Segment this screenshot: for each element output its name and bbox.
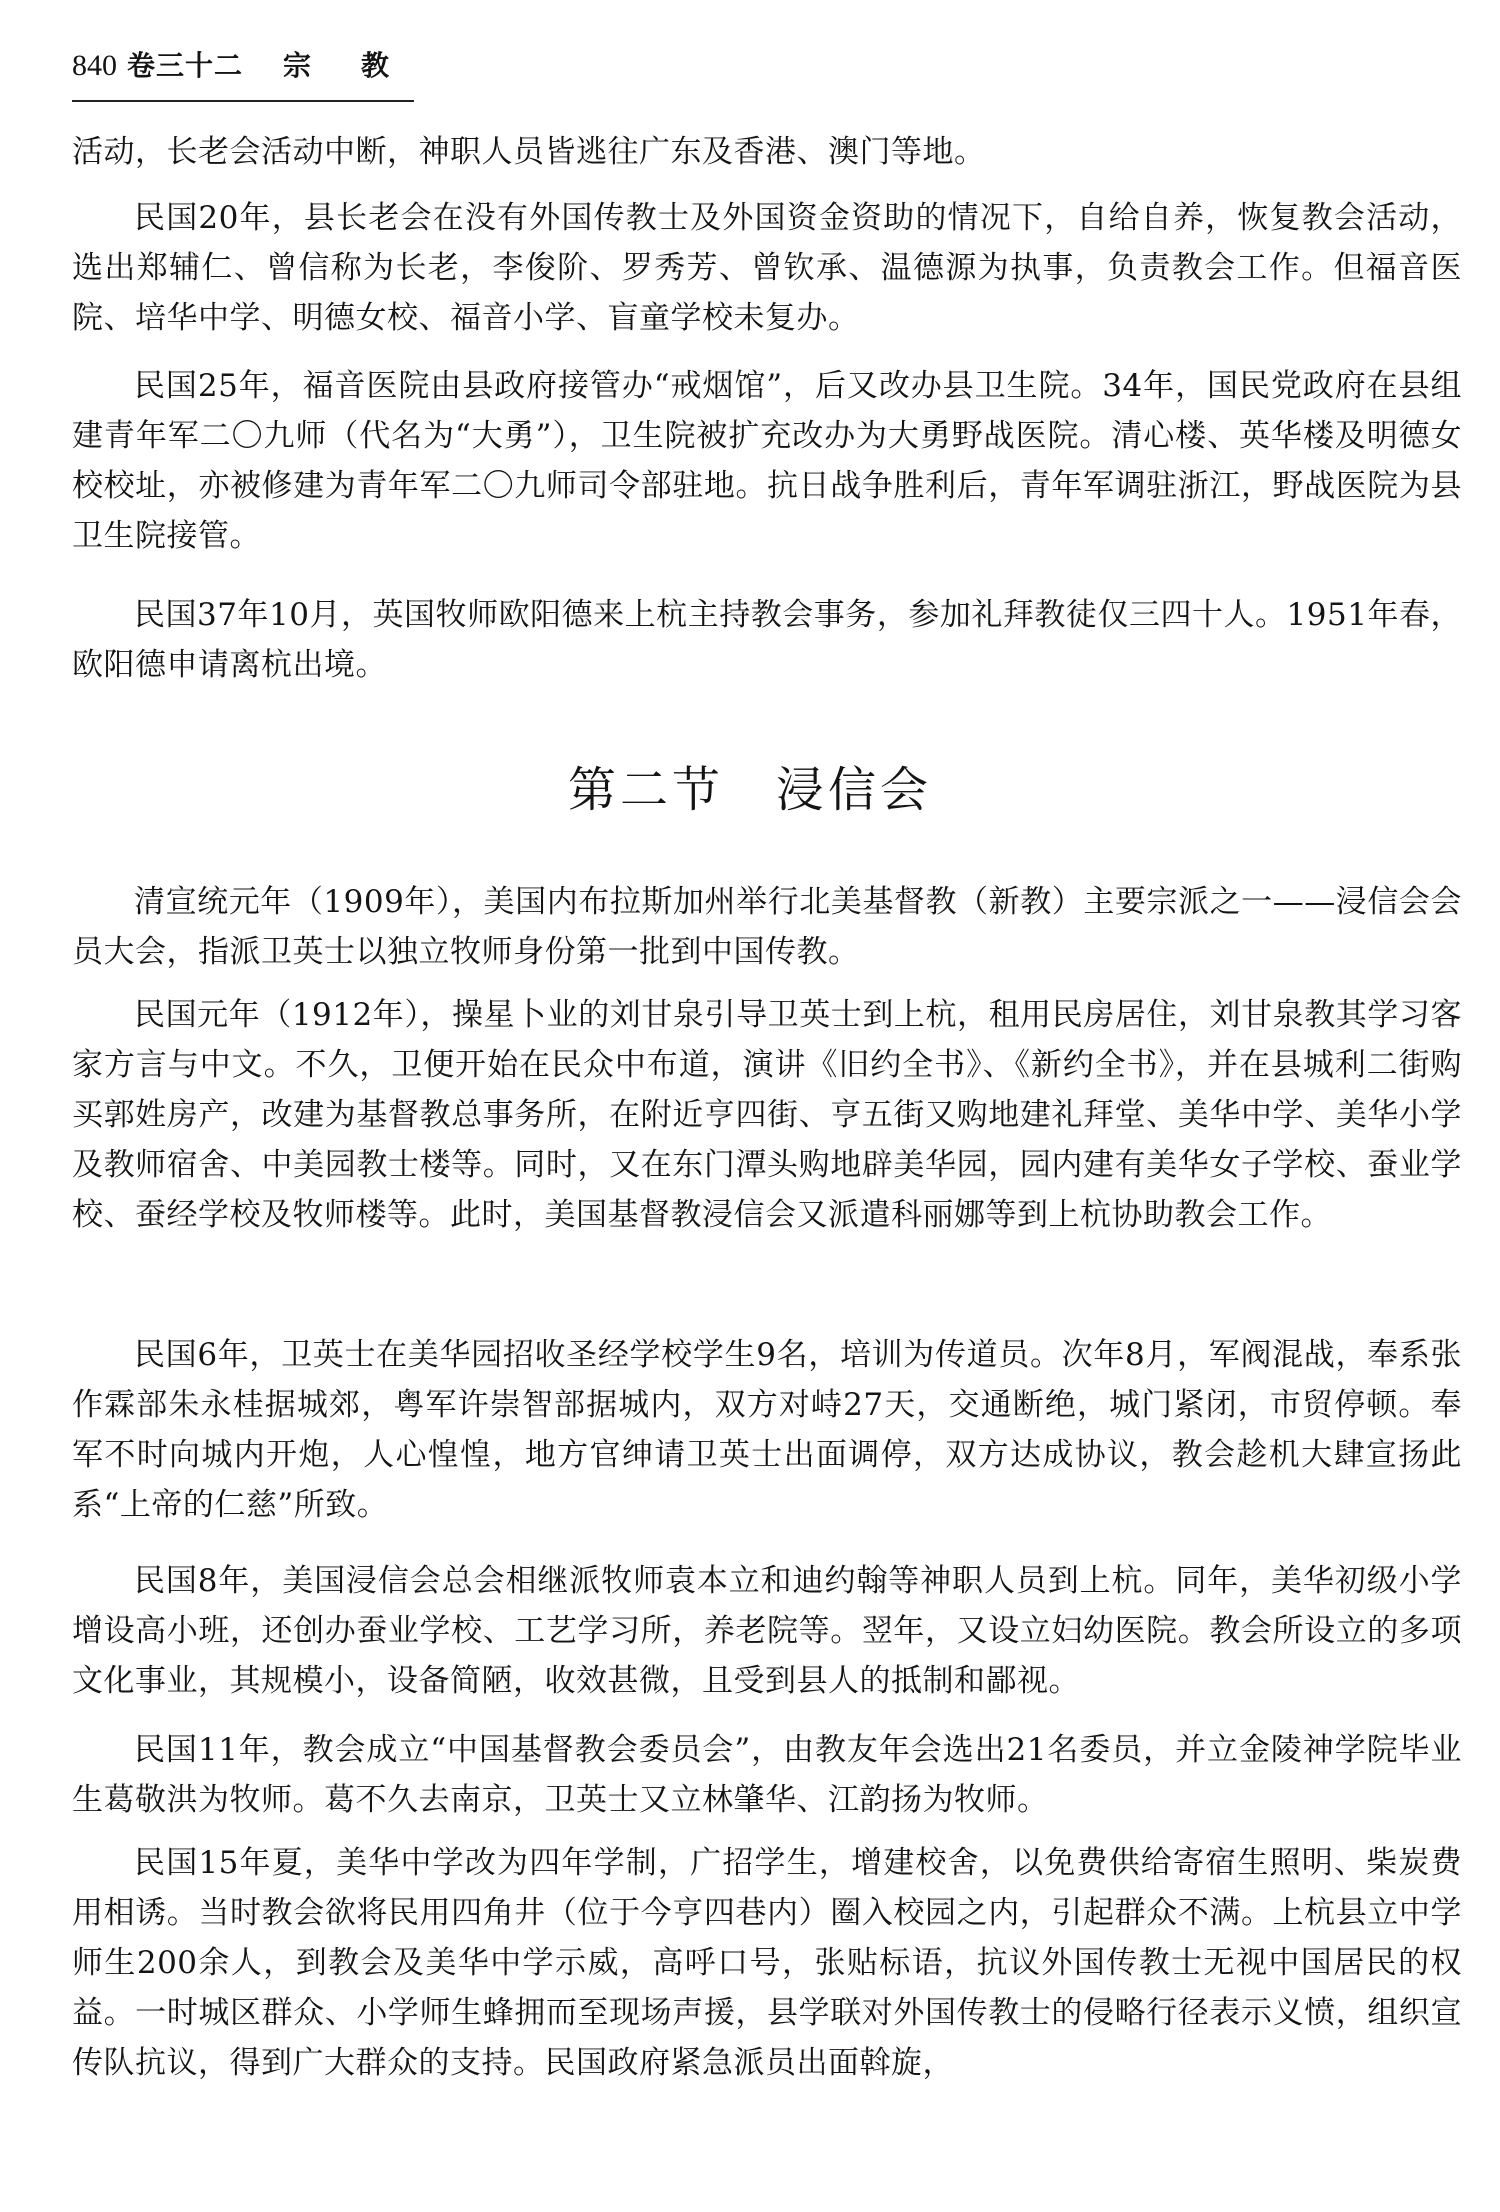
section-title: 第二节 浸信会 (567, 762, 932, 818)
paragraph: 民国6年，卫英士在美华园招收圣经学校学生9名，培训为传道员。次年8月，军阀混战，奉系张作霖部朱永桂据城郊，粤军许崇智部据城内，双方对峙27天，交通断绝，城门紧闭，市贸停顿。奉军不时向城内开炮，人心惶惶，地方官绅请卫英士出面调停，双方达成协议，教会趁机大肆宣扬此系“上帝的仁慈”所致。 (72, 1337, 1462, 1523)
paragraph: 民国11年，教会成立“中国基督教会委员会”，由教友年会选出21名委员，并立金陵神学院毕业生葛敬洪为牧师。葛不久去南京，卫英士又立林肇华、江韵扬为牧师。 (72, 1732, 1462, 1818)
header-rule (72, 100, 414, 102)
paragraph: 民国20年，县长老会在没有外国传教士及外国资金资助的情况下，自给自养，恢复教会活动，选出郑辅仁、曾信称为长老，李俊阶、罗秀芳、曾钦承、温德源为执事，负责教会工作。但福音医院、培华中学、明德女校、福音小学、盲童学校未复办。 (72, 200, 1462, 336)
page-number: 840 (72, 49, 117, 82)
paragraph: 民国8年，美国浸信会总会相继派牧师袁本立和迪约翰等神职人员到上杭。同年，美华初级小学增设高小班，还创办蚕业学校、工艺学习所，养老院等。翌年，又设立妇幼医院。教会所设立的多项文化事业，其规模小，设备简陋，收效甚微，且受到县人的抵制和鄙视。 (72, 1563, 1462, 1699)
chapter-title: 卷三十二 (127, 49, 244, 82)
paragraph: 民国15年夏，美华中学改为四年学制，广招学生，增建校舍，以免费供给寄宿生照明、柴炭费用相诱。当时教会欲将民用四角井（位于今亨四巷内）圈入校园之内，引起群众不满。上杭县立中学师生200余人，到教会及美华中学示威，高呼口号，张贴标语，抗议外国传教士无视中国居民的权益。一时城区群众、小学师生蜂拥而至现场声援，县学联对外国传教士的侵略行径表示义愤，组织宣传队抗议，得到广大群众的支持。民国政府紧急派员出面斡旋， (72, 1845, 1462, 2081)
paragraph: 清宣统元年（1909年），美国内布拉斯加州举行北美基督教（新教）主要宗派之一——浸信会会员大会，指派卫英士以独立牧师身份第一批到中国传教。 (72, 884, 1462, 970)
paragraph: 民国元年（1912年），操星卜业的刘甘泉引导卫英士到上杭，租用民房居住，刘甘泉教其学习客家方言与中文。不久，卫便开始在民众中布道，演讲《旧约全书》、《新约全书》，并在县城利二街购买郭姓房产，改建为基督教总事务所，在附近亨四街、亨五街又购地建礼拜堂、美华中学、美华小学及教师宿舍、中美园教士楼等。同时，又在东门潭头购地辟美华园，园内建有美华女子学校、蚕业学校、蚕经学校及牧师楼等。此时，美国基督教浸信会又派遣科丽娜等到上杭协助教会工作。 (72, 997, 1462, 1233)
paragraph: 活动，长老会活动中断，神职人员皆逃往广东及香港、澳门等地。 (72, 134, 986, 170)
paragraph: 民国37年10月，英国牧师欧阳德来上杭主持教会事务，参加礼拜教徒仅三四十人。1951年春，欧阳德申请离杭出境。 (72, 597, 1462, 683)
section-name: 宗教 (283, 49, 440, 82)
paragraph: 民国25年，福音医院由县政府接管办“戒烟馆”，后又改办县卫生院。34年，国民党政府在县组建青年军二〇九师（代名为“大勇”），卫生院被扩充改办为大勇野战医院。清心楼、英华楼及明德女校校址，亦被修建为青年军二〇九师司令部驻地。抗日战争胜利后，青年军调驻浙江，野战医院为县卫生院接管。 (72, 368, 1462, 554)
running-header (72, 44, 439, 96)
